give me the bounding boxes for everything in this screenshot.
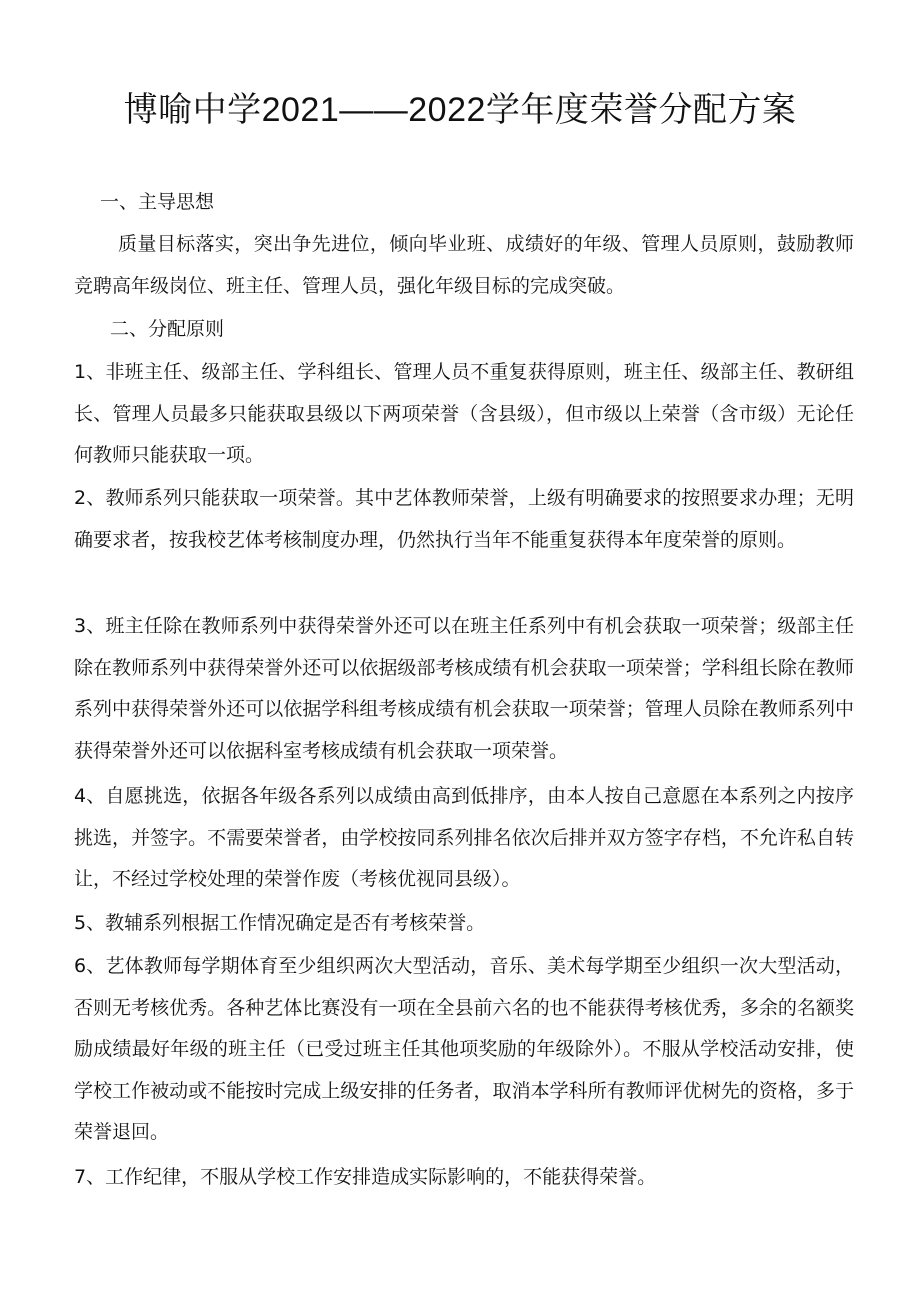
document-title: 博喻中学2021——2022学年度荣誉分配方案 xyxy=(123,91,797,129)
section-text-guiding-idea: 质量目标落实，突出争先进位，倾向毕业班、成绩好的年级、管理人员原则，鼓励教师竞聘高年级岗位、班主任、管理人员，强化年级目标的完成突破。 xyxy=(74,233,854,297)
rule-item: 5、教辅系列根据工作情况确定是否有考核荣誉。 xyxy=(74,912,486,934)
section-heading-guiding-idea: 一、主导思想 xyxy=(100,191,215,213)
section-heading-allocation-principles: 二、分配原则 xyxy=(110,318,225,340)
rule-item: 3、班主任除在教师系列中获得荣誉外还可以在班主任系列中有机会获取一项荣誉；级部主任除在教师系列中获得荣誉外还可以依据级部考核成绩有机会获取一项荣誉；学科组长除在教师系列中获得荣誉外还可以依据学科组考核成绩有机会获取一项荣誉；管理人员除在教师系列中获得荣誉外还可以依据科室考核成绩有机会获取一项荣誉。 xyxy=(74,615,854,762)
rule-item: 2、教师系列只能获取一项荣誉。其中艺体教师荣誉，上级有明确要求的按照要求办理；无明确要求者，按我校艺体考核制度办理，仍然执行当年不能重复获得本年度荣誉的原则。 xyxy=(74,487,854,551)
rule-item: 4、自愿挑选，依据各年级各系列以成绩由高到低排序，由本人按自己意愿在本系列之内按序挑选，并签字。不需要荣誉者，由学校按同系列排名依次后排并双方签字存档，不允许私自转让，不经过学校处理的荣誉作废（考核优视同县级）。 xyxy=(74,785,854,890)
rule-item: 1、非班主任、级部主任、学科组长、管理人员不重复获得原则，班主任、级部主任、教研组长、管理人员最多只能获取县级以下两项荣誉（含县级），但市级以上荣誉（含市级）无论任何教师只能获取一项。 xyxy=(74,361,854,466)
rule-item: 6、艺体教师每学期体育至少组织两次大型活动，音乐、美术每学期至少组织一次大型活动，否则无考核优秀。各种艺体比赛没有一项在全县前六名的也不能获得考核优秀，多余的名额奖励成绩最好年级的班主任（已受过班主任其他项奖励的年级除外）。不服从学校活动安排，使学校工作被动或不能按时完成上级安排的任务者，取消本学科所有教师评优树先的资格，多于荣誉退回。 xyxy=(74,955,854,1143)
rule-item: 7、工作纪律，不服从学校工作安排造成实际影响的，不能获得荣誉。 xyxy=(74,1166,657,1188)
